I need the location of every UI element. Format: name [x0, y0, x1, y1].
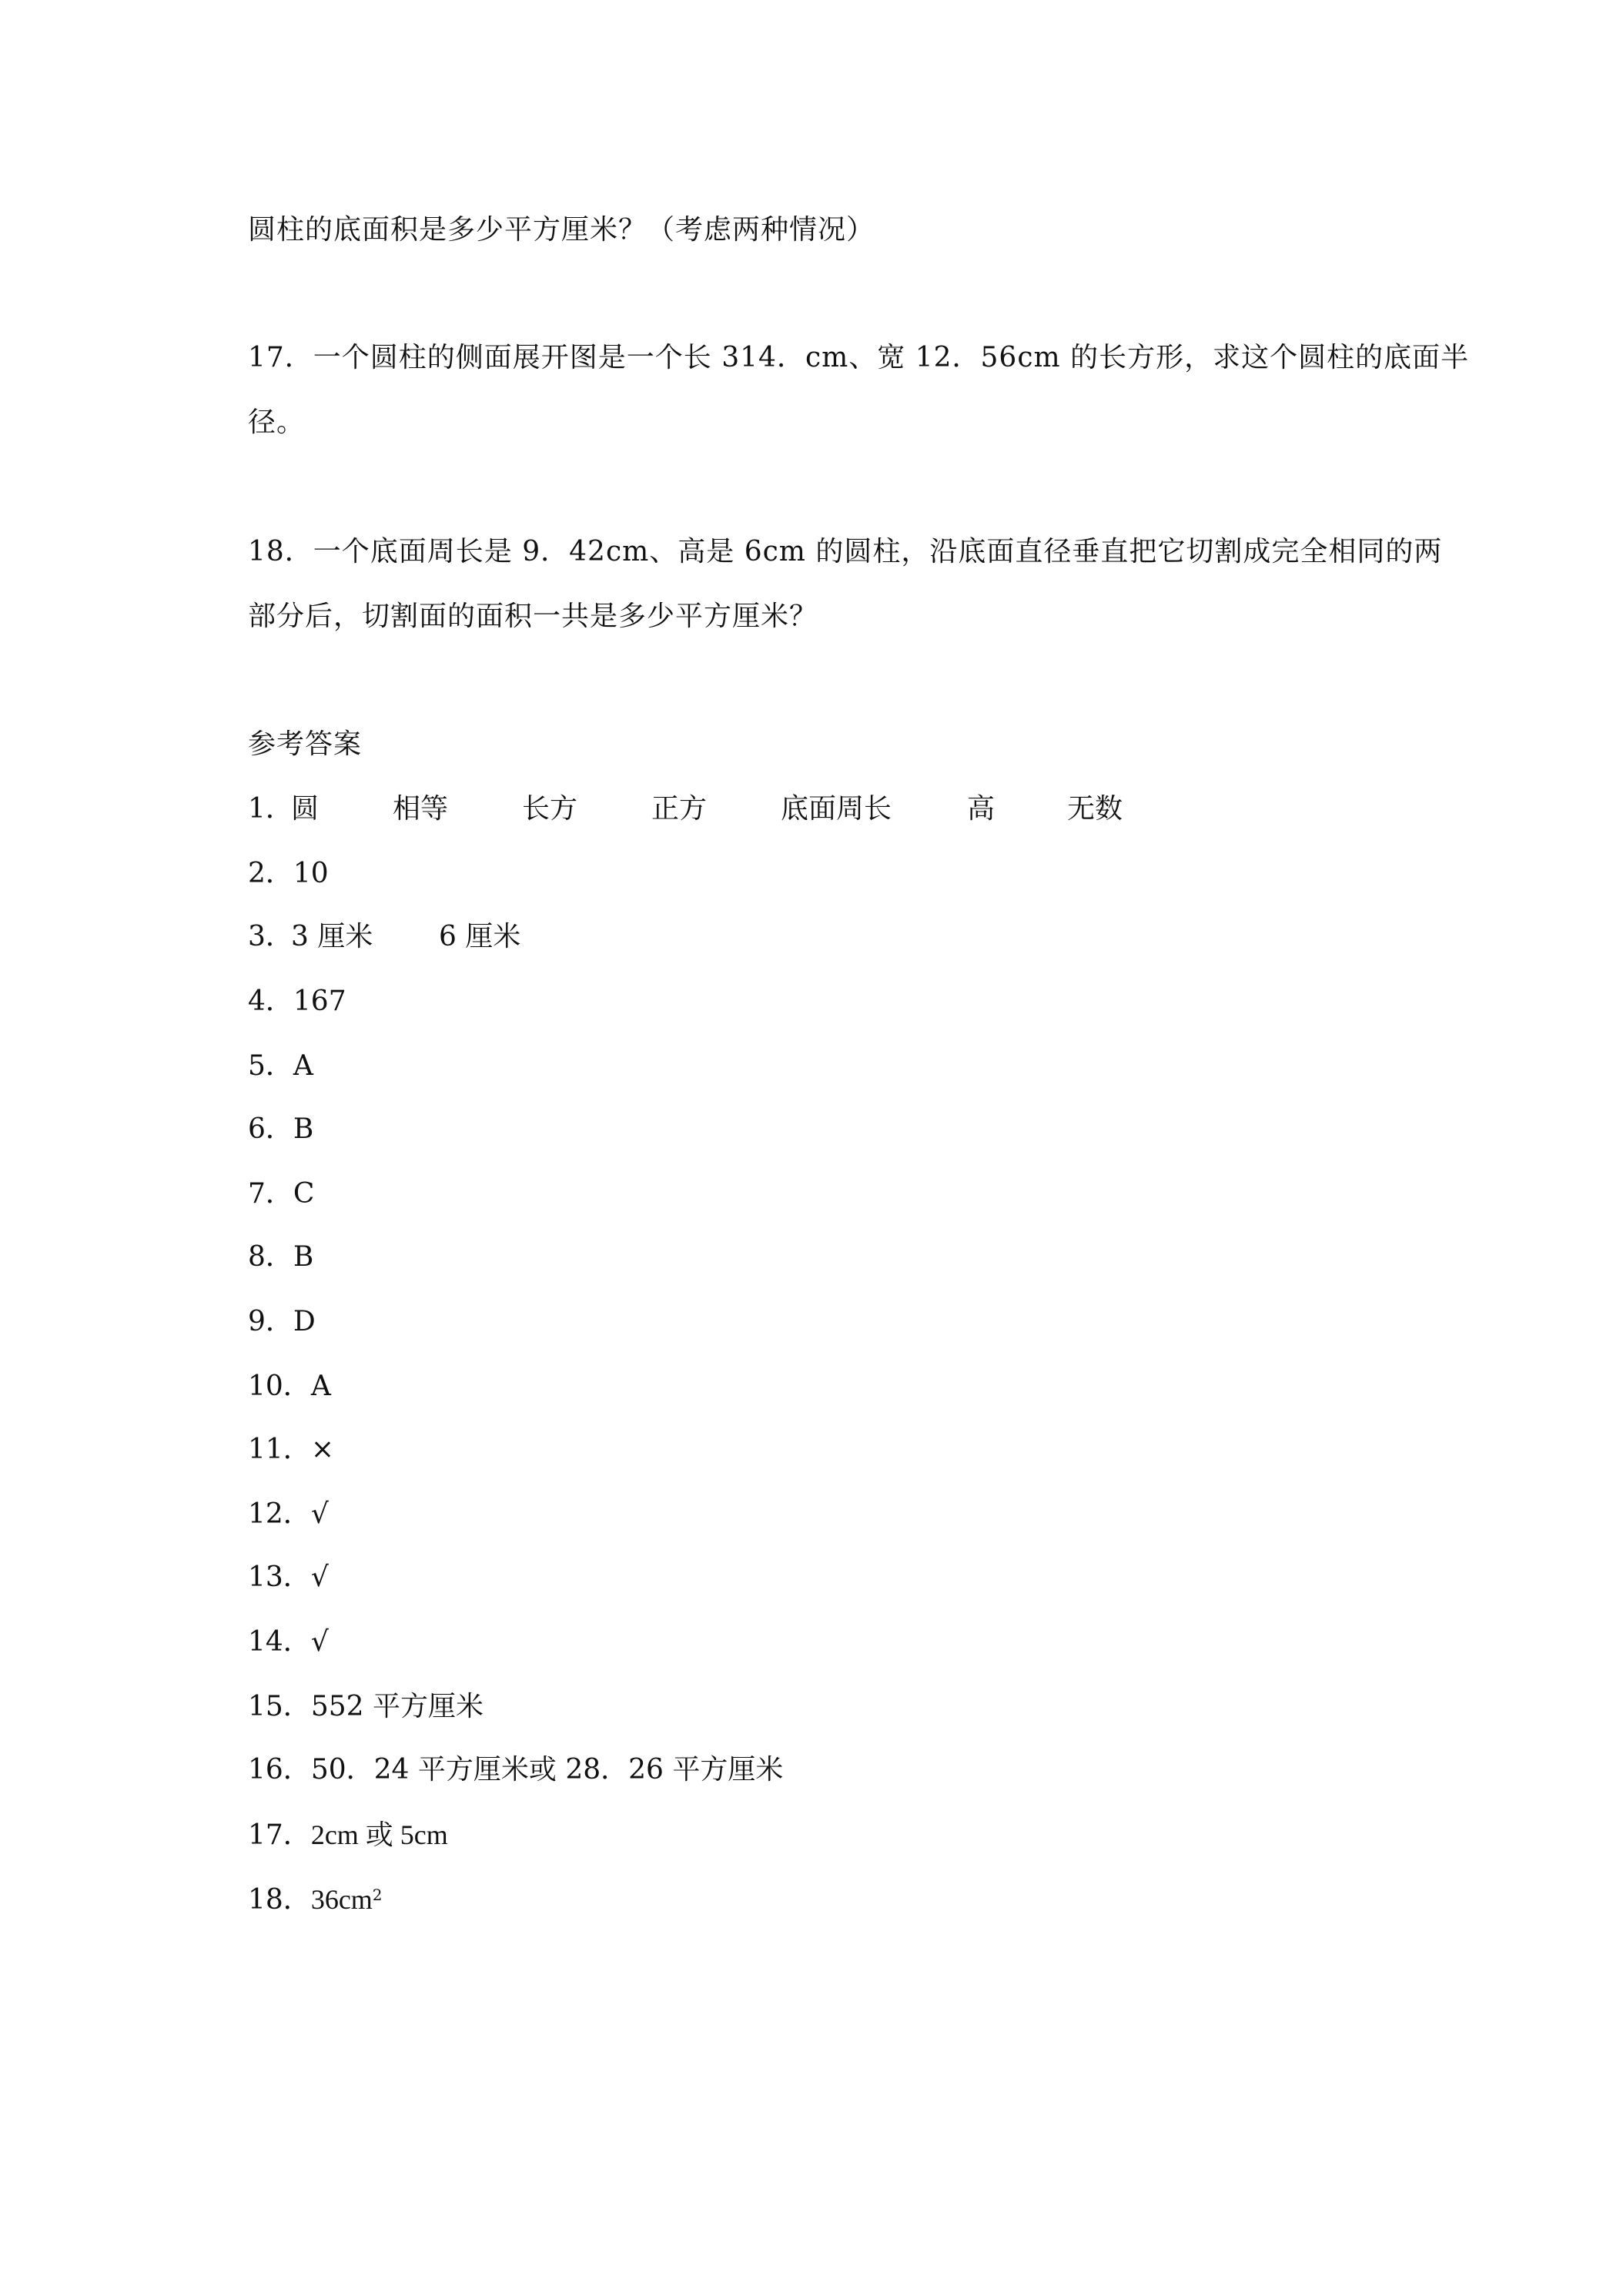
answer-number: 13．: [248, 1561, 311, 1593]
answer-5: [248, 1050, 313, 1083]
answer-18: [248, 1883, 383, 1916]
question-16-continuation: 圆柱的底面积是多少平方厘米？（考虑两种情况）: [248, 214, 875, 246]
answer-17: [248, 1819, 448, 1852]
answer-15: [248, 1691, 484, 1723]
answer-number: 11．: [248, 1434, 311, 1465]
answer-12: [248, 1498, 329, 1531]
answer-number: 17．: [248, 1819, 311, 1851]
answer-text: C: [293, 1178, 315, 1210]
answer-9: [248, 1306, 316, 1338]
answer-blank: 正方: [651, 793, 708, 825]
answer-blank: 高: [967, 793, 996, 825]
answer-blank: 3 厘米: [291, 921, 373, 952]
answer-text: 10: [293, 858, 329, 889]
answer-3: [248, 921, 864, 953]
superscript-exponent: 2: [372, 1886, 383, 1904]
answer-text: 2cm 或 5cm: [310, 1819, 448, 1850]
answer-number: 16．: [248, 1754, 311, 1786]
answer-text: A: [293, 1050, 313, 1082]
answer-text: A: [310, 1371, 331, 1402]
answers-heading: 参考答案: [248, 728, 363, 760]
answer-blank: 圆: [291, 793, 320, 825]
answer-text: 50．24 平方厘米或 28．26 平方厘米: [310, 1754, 784, 1786]
answer-text: D: [293, 1306, 316, 1337]
question-17-line-1: 17．一个圆柱的侧面展开图是一个长 314．cm、宽 12．56cm 的长方形，求这个圆柱的底面半: [248, 342, 1470, 373]
answer-16: [248, 1754, 783, 1786]
answer-number: 15．: [248, 1691, 311, 1722]
answer-text: 167: [293, 986, 346, 1017]
answer-13: [248, 1561, 329, 1594]
answer-8: [248, 1241, 313, 1274]
answer-blank: 相等: [393, 793, 449, 825]
answer-number: 3．: [248, 921, 293, 952]
answer-14: [248, 1626, 329, 1658]
question-17-line-2: 径。: [248, 407, 306, 438]
answer-4: [248, 986, 346, 1018]
answer-text: B: [293, 1113, 314, 1145]
answer-number: 10．: [248, 1371, 311, 1402]
answer-blank: 长方: [522, 793, 578, 825]
answer-text: 36cm: [310, 1884, 373, 1915]
question-18-line-1: 18．一个底面周长是 9．42cm、高是 6cm 的圆柱，沿底面直径垂直把它切割成完全相同的两: [248, 536, 1443, 567]
answer-number: 2．: [248, 858, 293, 889]
answer-blank: 底面周长: [781, 793, 892, 825]
answer-6: [248, 1113, 313, 1146]
answer-number: 12．: [248, 1498, 311, 1530]
answer-blank: 无数: [1067, 793, 1123, 825]
answer-text: 552 平方厘米: [310, 1691, 484, 1722]
question-18-line-2: 部分后，切割面的面积一共是多少平方厘米？: [248, 601, 818, 632]
answer-number: 7．: [248, 1178, 293, 1210]
answer-number: 8．: [248, 1241, 293, 1273]
answer-text: B: [293, 1241, 314, 1273]
answer-number: 6．: [248, 1113, 293, 1145]
answer-number: 9．: [248, 1306, 293, 1337]
answer-number: 5．: [248, 1050, 293, 1082]
answer-number: 1．: [248, 793, 293, 825]
answer-text: ×: [310, 1434, 334, 1465]
answer-number: 18．: [248, 1884, 311, 1916]
answer-10: [248, 1371, 331, 1403]
answer-11: [248, 1434, 334, 1466]
answer-text: √: [310, 1626, 329, 1658]
answer-7: [248, 1178, 314, 1210]
answer-text: √: [310, 1498, 329, 1530]
answer-1: [248, 793, 1326, 825]
answer-blank: 6 厘米: [439, 921, 521, 952]
answer-number: 14．: [248, 1626, 311, 1658]
answer-text: √: [310, 1561, 329, 1593]
answer-2: [248, 858, 329, 890]
answer-number: 4．: [248, 986, 293, 1017]
